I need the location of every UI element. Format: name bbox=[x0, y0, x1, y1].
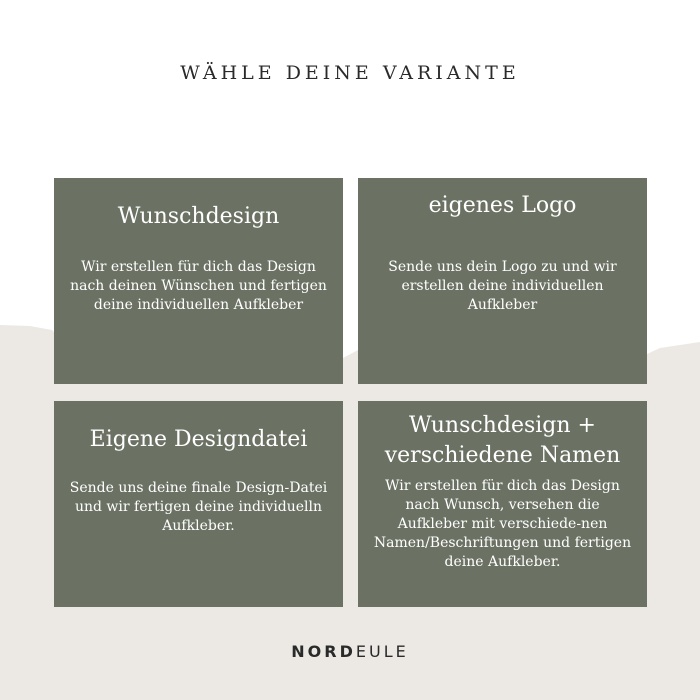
brand-name-part-2: EULE bbox=[355, 642, 409, 661]
page-title: WÄHLE DEINE VARIANTE bbox=[180, 62, 520, 84]
card-title: Eigene Designdatei bbox=[89, 427, 308, 452]
card-title: Wunschdesign bbox=[117, 204, 280, 229]
card-description: Wir erstellen für dich das Design nach Wunsch, versehen die Aufkleber mit verschiede-nen Namen/Beschriftungen und fertigen deine Aufkleber. bbox=[373, 478, 632, 570]
brand-logo bbox=[0, 642, 700, 661]
card-description: Sende uns dein Logo zu und wir erstellen deine individuellen Aufkleber bbox=[388, 259, 617, 313]
variant-card-eigene-designdatei[interactable] bbox=[54, 401, 343, 607]
variant-card-eigenes-logo[interactable] bbox=[358, 178, 647, 384]
brand-name-part-1: NORD bbox=[291, 642, 356, 661]
card-description: Sende uns deine finale Design-Datei und wir fertigen deine individuelln Aufkleber. bbox=[69, 480, 328, 534]
card-description: Wir erstellen für dich das Design nach deinen Wünschen und fertigen deine individuellen Aufkleber bbox=[70, 259, 327, 313]
card-title: Wunschdesign + verschiedene Namen bbox=[384, 413, 621, 468]
variant-card-wunschdesign[interactable] bbox=[54, 178, 343, 384]
card-title: eigenes Logo bbox=[428, 193, 577, 218]
variant-card-wunschdesign-namen[interactable] bbox=[358, 401, 647, 607]
